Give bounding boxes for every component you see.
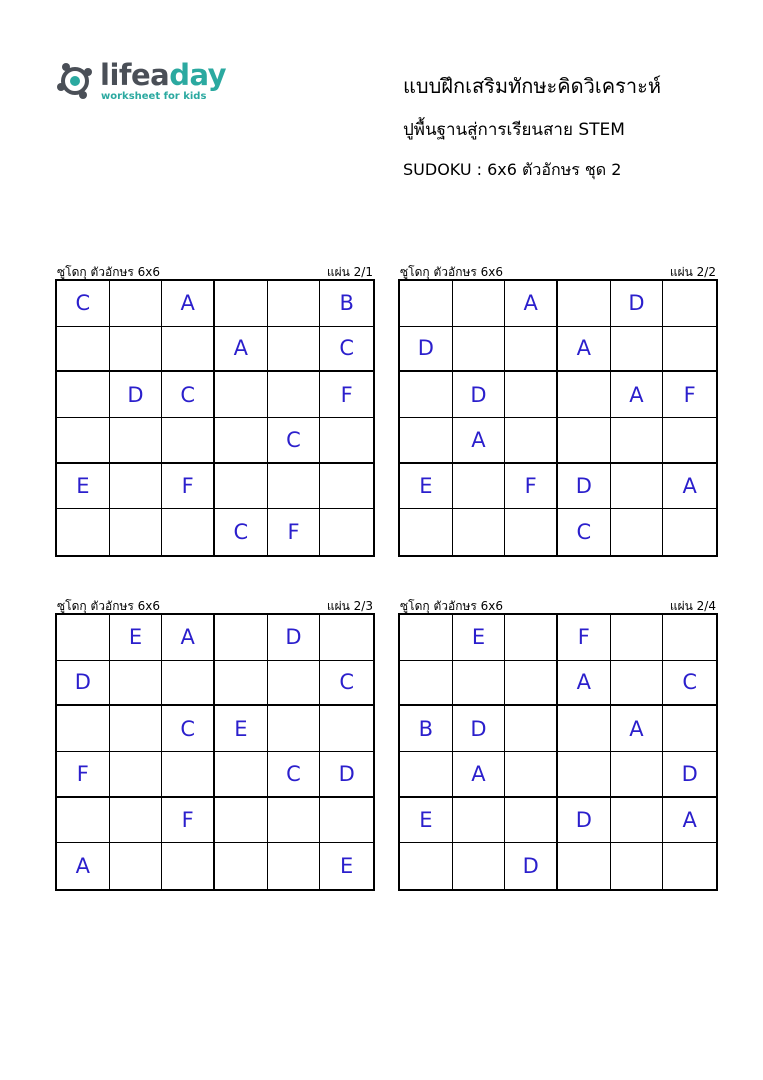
sudoku-cell	[268, 281, 321, 327]
sudoku-cell	[611, 509, 664, 555]
sudoku-cell: A	[453, 418, 506, 464]
sudoku-cell: F	[57, 752, 110, 798]
sudoku-cell: E	[340, 854, 354, 879]
sudoku-cell: A	[558, 661, 611, 707]
sudoku-cell	[57, 372, 110, 418]
sudoku-cell: F	[320, 372, 373, 418]
sudoku-cell: F	[162, 798, 215, 844]
sudoku-cell	[505, 509, 558, 555]
sudoku-cell: E	[110, 615, 163, 661]
sudoku-cell	[268, 661, 321, 707]
sudoku-cell: A	[162, 281, 215, 327]
sudoku-cell: D	[400, 327, 453, 373]
sudoku-cell	[453, 281, 506, 327]
sudoku-cell: A	[57, 843, 110, 889]
sudoku-cell	[400, 661, 453, 707]
sudoku-cell	[268, 372, 321, 418]
sudoku-cell	[400, 509, 453, 555]
sudoku-cell	[505, 798, 558, 844]
sudoku-cell	[505, 615, 558, 661]
sudoku-cell	[663, 843, 716, 889]
sudoku-cell	[57, 798, 110, 844]
sudoku-cell: D	[268, 615, 321, 661]
sudoku-cell	[215, 661, 268, 707]
sudoku-cell: D	[558, 798, 611, 844]
puzzle-label	[398, 597, 718, 613]
sudoku-cell: D	[663, 752, 716, 798]
sudoku-cell	[320, 706, 373, 752]
sudoku-cell: E	[453, 615, 506, 661]
sudoku-cell	[110, 706, 163, 752]
sudoku-cell	[611, 843, 664, 889]
sudoku-cell	[320, 464, 373, 510]
sudoku-cell	[110, 509, 163, 555]
sudoku-cell	[453, 509, 506, 555]
sudoku-cell	[268, 798, 321, 844]
sudoku-cell	[162, 752, 215, 798]
sudoku-cell	[268, 706, 321, 752]
puzzle-title: ซูโดกุ ตัวอักษร 6x6	[400, 599, 504, 613]
sudoku-cell: A	[611, 372, 664, 418]
sudoku-cell: C	[558, 509, 611, 555]
sudoku-cell	[558, 752, 611, 798]
sudoku-cell	[110, 418, 163, 464]
puzzle-sheet-number: แผ่น 2/1	[326, 265, 373, 279]
sudoku-cell: A	[558, 327, 611, 373]
sudoku-cell	[162, 418, 215, 464]
worksheet-subtitle: ปูพื้นฐานสู่การเรียนสาย STEM	[403, 120, 625, 140]
puzzle-label	[55, 597, 375, 613]
sudoku-cell: C	[162, 706, 215, 752]
sudoku-grid	[55, 279, 375, 557]
sudoku-cell	[400, 843, 453, 889]
sudoku-cell	[110, 843, 163, 889]
sudoku-cell	[611, 798, 664, 844]
lifeaday-logo	[55, 58, 225, 108]
sudoku-cell	[453, 843, 506, 889]
sudoku-cell: F	[505, 464, 558, 510]
sudoku-cell	[611, 418, 664, 464]
sudoku-cell: A	[162, 615, 215, 661]
sudoku-cell	[453, 327, 506, 373]
sudoku-cell	[663, 615, 716, 661]
logo-mark-icon	[55, 60, 97, 102]
sudoku-cell	[400, 372, 453, 418]
sudoku-cell: C	[320, 327, 373, 373]
sudoku-cell	[57, 615, 110, 661]
sudoku-cell: C	[268, 752, 321, 798]
sudoku-cell	[505, 372, 558, 418]
sudoku-cell: F	[268, 509, 321, 555]
sudoku-cell	[57, 706, 110, 752]
sudoku-cell	[611, 661, 664, 707]
sudoku-cell	[110, 281, 163, 327]
sudoku-cell	[110, 752, 163, 798]
puzzle-label	[398, 263, 718, 279]
sudoku-cell: D	[453, 706, 506, 752]
sudoku-cell	[663, 327, 716, 373]
sudoku-puzzle-2	[398, 263, 718, 557]
sudoku-cell: F	[663, 372, 716, 418]
sudoku-cell	[162, 327, 215, 373]
sudoku-cell	[558, 706, 611, 752]
sudoku-cell	[400, 615, 453, 661]
sudoku-cell: D	[558, 464, 611, 510]
puzzle-sheet-number: แผ่น 2/4	[669, 599, 716, 613]
logo-wordmark: lifeaday	[100, 58, 227, 92]
sudoku-cell: E	[400, 464, 453, 510]
sudoku-cell: C	[268, 418, 321, 464]
sudoku-cell: C	[663, 661, 716, 707]
sudoku-cell	[400, 752, 453, 798]
sudoku-puzzle-3	[55, 597, 375, 891]
sudoku-cell	[663, 281, 716, 327]
sudoku-puzzle-1	[55, 263, 375, 557]
sudoku-cell: C	[320, 661, 373, 707]
sudoku-cell	[215, 798, 268, 844]
sudoku-cell	[320, 509, 373, 555]
sudoku-cell	[215, 752, 268, 798]
sudoku-cell	[110, 661, 163, 707]
sudoku-cell	[215, 372, 268, 418]
puzzle-title: ซูโดกุ ตัวอักษร 6x6	[57, 599, 161, 613]
sudoku-cell	[162, 661, 215, 707]
sudoku-cell: C	[57, 281, 110, 327]
sudoku-cell	[611, 327, 664, 373]
puzzle-sheet-number: แผ่น 2/2	[669, 265, 716, 279]
sudoku-cell: E	[400, 798, 453, 844]
sudoku-cell	[558, 418, 611, 464]
sudoku-cell: E	[215, 706, 268, 752]
sudoku-cell	[663, 509, 716, 555]
sudoku-grid	[398, 279, 718, 557]
sudoku-cell	[215, 464, 268, 510]
sudoku-cell: D	[611, 281, 664, 327]
sudoku-cell	[453, 798, 506, 844]
sudoku-cell: D	[110, 372, 163, 418]
sudoku-cell: A	[453, 752, 506, 798]
sudoku-cell	[320, 798, 373, 844]
sudoku-cell	[320, 615, 373, 661]
sudoku-cell: D	[453, 372, 506, 418]
sudoku-cell	[320, 418, 373, 464]
worksheet-title: แบบฝึกเสริมทักษะคิดวิเคราะห์	[403, 74, 662, 98]
sudoku-cell: C	[162, 372, 215, 418]
sudoku-cell	[110, 327, 163, 373]
sudoku-cell	[110, 464, 163, 510]
sudoku-cell: D	[505, 843, 558, 889]
sudoku-cell	[400, 418, 453, 464]
sudoku-cell	[558, 372, 611, 418]
sudoku-cell	[453, 464, 506, 510]
sudoku-cell	[453, 661, 506, 707]
sudoku-cell	[505, 418, 558, 464]
sudoku-cell: B	[320, 281, 373, 327]
sudoku-grid	[398, 613, 718, 891]
sudoku-cell	[268, 464, 321, 510]
puzzle-sheet-number: แผ่น 2/3	[326, 599, 373, 613]
sudoku-cell: F	[558, 615, 611, 661]
sudoku-cell	[215, 418, 268, 464]
sudoku-cell	[663, 418, 716, 464]
sudoku-cell	[57, 418, 110, 464]
sudoku-cell: D	[57, 661, 110, 707]
sudoku-cell	[110, 798, 163, 844]
sudoku-cell	[505, 327, 558, 373]
sudoku-cell	[57, 509, 110, 555]
sudoku-cell	[215, 281, 268, 327]
sudoku-cell	[611, 615, 664, 661]
sudoku-cell	[558, 843, 611, 889]
sudoku-cell: A	[663, 464, 716, 510]
worksheet-set-label: SUDOKU : 6x6 ตัวอักษร ชุด 2	[403, 160, 622, 179]
sudoku-cell	[505, 706, 558, 752]
sudoku-cell	[57, 327, 110, 373]
sudoku-cell	[268, 843, 321, 889]
sudoku-cell: C	[215, 509, 268, 555]
sudoku-grid	[55, 613, 375, 891]
sudoku-cell: A	[611, 706, 664, 752]
sudoku-cell: A	[215, 327, 268, 373]
sudoku-cell	[162, 509, 215, 555]
logo-tagline: worksheet for kids	[101, 91, 207, 102]
sudoku-cell: B	[400, 706, 453, 752]
sudoku-cell: D	[320, 752, 373, 798]
sudoku-cell	[162, 843, 215, 889]
sudoku-cell: A	[505, 281, 558, 327]
sudoku-cell	[505, 661, 558, 707]
puzzle-title: ซูโดกุ ตัวอักษร 6x6	[57, 265, 161, 279]
sudoku-cell: F	[162, 464, 215, 510]
sudoku-cell	[505, 752, 558, 798]
puzzle-title: ซูโดกุ ตัวอักษร 6x6	[400, 265, 504, 279]
sudoku-puzzle-4	[398, 597, 718, 891]
sudoku-cell: E	[57, 464, 110, 510]
puzzle-label	[55, 263, 375, 279]
sudoku-cell	[215, 615, 268, 661]
sudoku-cell	[400, 281, 453, 327]
sudoku-cell	[268, 327, 321, 373]
sudoku-cell	[611, 464, 664, 510]
sudoku-cell	[663, 706, 716, 752]
sudoku-cell	[215, 843, 268, 889]
sudoku-cell: A	[663, 798, 716, 844]
sudoku-cell	[611, 752, 664, 798]
sudoku-cell	[558, 281, 611, 327]
